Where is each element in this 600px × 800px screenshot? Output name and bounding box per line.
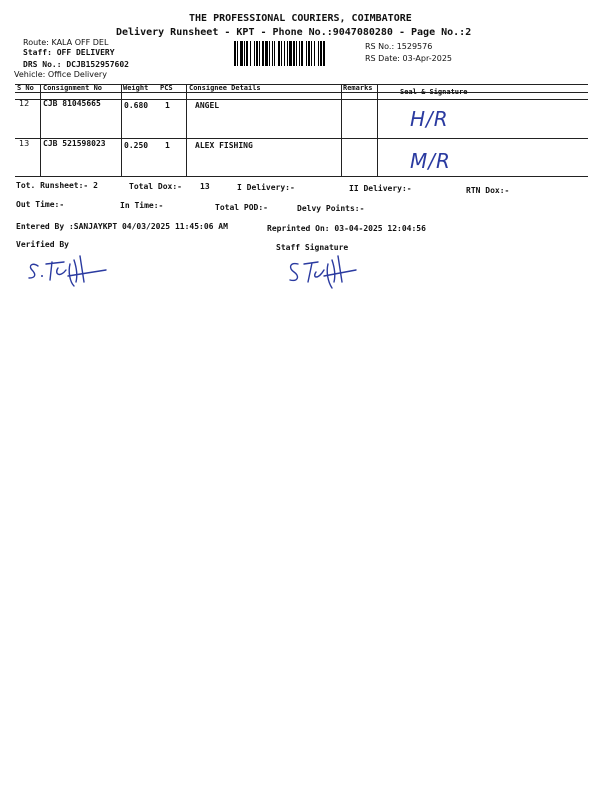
row-consignee: ANGEL — [195, 101, 220, 110]
barcode-bar — [314, 41, 315, 66]
header-weight: Weight — [123, 84, 149, 92]
verified-signature-image — [24, 252, 114, 288]
barcode-bar — [250, 41, 251, 66]
barcode-bar — [308, 41, 310, 66]
delvy-points: Delvy Points:- — [297, 204, 365, 213]
header-pcs: PCS — [160, 84, 173, 92]
row-consignee: ALEX FISHING — [195, 141, 253, 150]
row-sno: 13 — [19, 139, 30, 148]
barcode-bar — [284, 41, 285, 66]
barcode-bar — [323, 41, 325, 66]
barcode-bar — [299, 41, 300, 66]
barcode-bar — [296, 41, 297, 66]
row-pcs: 1 — [165, 101, 170, 110]
staff-signature-image — [284, 254, 364, 290]
i-delivery: I Delivery:- — [237, 183, 295, 192]
barcode-bar — [246, 41, 248, 66]
tot-runsheet: Tot. Runsheet:- 2 — [16, 181, 98, 190]
total-pod: Total POD:- — [215, 203, 268, 212]
barcode-bar — [240, 41, 243, 66]
verified-by-label: Verified By — [16, 240, 69, 249]
barcode-bar — [301, 41, 303, 66]
rtn-dox: RTN Dox:- — [466, 186, 510, 195]
total-dox-value: 13 — [200, 182, 210, 191]
rs-date: RS Date: 03-Apr-2025 — [365, 54, 453, 63]
total-dox-label: Total Dox:- — [129, 182, 182, 191]
header-sno: S No — [17, 84, 34, 92]
row-consignment: CJB 81045665 — [43, 99, 101, 108]
header-consignment: Consignment No — [43, 84, 103, 92]
barcode-image — [234, 41, 349, 66]
staff-signature-label: Staff Signature — [276, 243, 349, 252]
barcode-bar — [272, 41, 273, 66]
company-title: THE PROFESSIONAL COURIERS, COIMBATORE — [189, 13, 412, 24]
drs-number: DRS No.: DCJB152957602 — [23, 60, 129, 69]
barcode-bar — [306, 41, 307, 66]
barcode-bar — [281, 41, 282, 66]
barcode-bar — [237, 41, 238, 66]
route-label: Route: KALA OFF DEL — [23, 38, 109, 47]
in-time: In Time:- — [120, 201, 164, 210]
header-seal-signature: Seal & Signature — [400, 88, 468, 96]
row-weight: 0.250 — [124, 141, 149, 150]
vehicle-label: Vehicle: Office Delivery — [14, 70, 107, 79]
header-remarks: Remarks — [343, 84, 373, 92]
row-consignment: CJB 521598023 — [43, 139, 106, 148]
entered-by: Entered By :SANJAYKPT 04/03/2025 11:45:06 AM — [16, 222, 228, 231]
barcode-bar — [244, 41, 245, 66]
barcode-bar — [311, 41, 312, 66]
barcode-bar — [318, 41, 319, 66]
row-weight: 0.680 — [124, 101, 149, 110]
row-pcs: 1 — [165, 141, 170, 150]
barcode-bar — [254, 41, 255, 66]
barcode-bar — [278, 41, 280, 66]
out-time: Out Time:- — [16, 200, 65, 209]
staff-label: Staff: OFF DELIVERY — [23, 48, 115, 57]
barcode-bar — [234, 41, 236, 66]
barcode-bar — [320, 41, 322, 66]
header-consignee: Consignee Details — [189, 84, 261, 92]
reprinted-on: Reprinted On: 03-04-2025 12:04:56 — [267, 224, 426, 233]
barcode-bar — [265, 41, 268, 66]
barcode-bar — [259, 41, 260, 66]
barcode-bar — [289, 41, 292, 66]
row-signature: H/R — [410, 107, 449, 131]
rs-number: RS No.: 1529576 — [365, 42, 433, 51]
barcode-bar — [269, 41, 270, 66]
barcode-bar — [274, 41, 275, 66]
barcode-bar — [256, 41, 258, 66]
row-sno: 12 — [19, 99, 30, 108]
row-signature: M/R — [410, 149, 451, 173]
barcode-bar — [287, 41, 288, 66]
runsheet-subtitle: Delivery Runsheet - KPT - Phone No.:9047080280 - Page No.:2 — [116, 27, 472, 38]
barcode-bar — [293, 41, 295, 66]
barcode-bar — [262, 41, 264, 66]
ii-delivery: II Delivery:- — [349, 184, 412, 193]
